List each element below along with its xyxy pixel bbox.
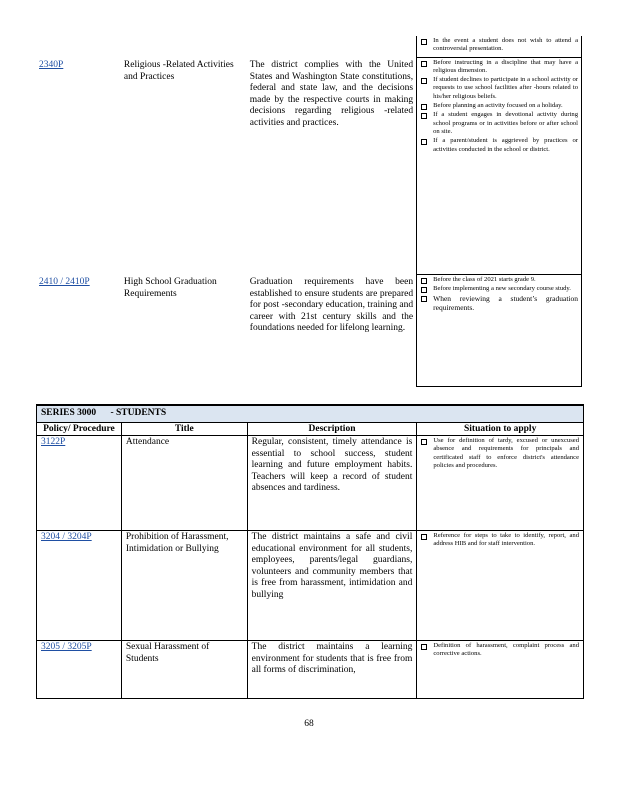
table-row — [37, 641, 584, 699]
situation-item: In the event a student does not wish to attend a controversial presentation. — [421, 37, 578, 54]
situation-item: Before implementing a new secondary course study. — [421, 285, 578, 293]
description-cell: Graduation requirements have been established to ensure students are prepared for post -secondary education, training and career with 21st century skills and the foundations needed for lifelong learning. — [249, 277, 414, 334]
policy-cell — [37, 641, 122, 699]
checkbox-bullet-icon — [421, 439, 427, 445]
situation-item: Before planning an activity focused on a holiday. — [421, 102, 578, 110]
table-row — [37, 531, 584, 641]
table-row — [36, 274, 582, 386]
checkbox-bullet-icon — [421, 61, 427, 67]
situation-item: Definition of harassment, complaint process and corrective actions. — [421, 642, 579, 659]
description-cell — [247, 36, 417, 57]
header-description: Description — [247, 422, 417, 436]
table-row — [36, 36, 582, 57]
table-row — [36, 57, 582, 274]
title-cell: Prohibition of Harassment, Intimidation or Bullying — [121, 531, 247, 641]
page-number: 68 — [304, 719, 314, 729]
checkbox-bullet-icon — [421, 39, 427, 45]
situation-item: Reference for steps to take to identify, report, and address HIB and for staff intervention. — [421, 532, 579, 549]
situation-item: When reviewing a student’s graduation requirements. — [421, 294, 578, 312]
header-title: Title — [121, 422, 247, 436]
checkbox-bullet-icon — [421, 644, 427, 650]
column-headers — [37, 422, 584, 436]
title-cell — [121, 36, 247, 57]
checkbox-bullet-icon — [421, 113, 427, 119]
situation-cell — [417, 274, 582, 386]
students-policy-table — [36, 404, 584, 699]
title-cell: Sexual Harassment of Students — [121, 641, 247, 699]
series-header — [37, 405, 584, 422]
situation-cell — [417, 36, 582, 57]
checkbox-bullet-icon — [421, 104, 427, 110]
description-cell: Regular, consistent, timely attendance is essential to school success, student learning and future employment habits. Teachers will keep a record of student absences and tardiness. — [247, 436, 417, 531]
title-cell: High School Graduation Requirements — [123, 277, 217, 299]
table-row — [37, 436, 584, 531]
situation-cell — [417, 436, 584, 531]
policy-link[interactable]: 2340P — [39, 60, 64, 71]
situation-cell — [417, 531, 584, 641]
series-title: SERIES 3000 - STUDENTS — [37, 405, 584, 422]
title-cell: Religious -Related Activities and Practices — [123, 60, 234, 82]
policy-table-continued — [36, 36, 582, 387]
description-cell: The district maintains a learning environment for students that is free from all forms of discrimination, — [247, 641, 417, 699]
policy-cell — [37, 436, 122, 531]
policy-link[interactable]: 3205 / 3205P — [41, 642, 92, 652]
situation-item: If student declines to participate in a school activity or requests to use school facilities after -hours related to his/her religious beliefs. — [421, 76, 578, 101]
policy-link[interactable]: 2410 / 2410P — [39, 277, 90, 288]
situation-item: Before the class of 2021 starts grade 9. — [421, 276, 578, 284]
situation-cell — [417, 641, 584, 699]
description-cell: The district maintains a safe and civil educational environment for all students, employees, parents/legal guardians, volunteers and community members that is free from harassment, intimidation and bullying — [247, 531, 417, 641]
header-situation: Situation to apply — [417, 422, 584, 436]
checkbox-bullet-icon — [421, 534, 427, 540]
situation-item: Before instructing in a discipline that may have a religious dimension. — [421, 59, 578, 76]
policy-link[interactable]: 3204 / 3204P — [41, 532, 92, 542]
situation-item: If a student engages in devotional activity during school programs or in activities before or after school on site. — [421, 111, 578, 136]
policy-cell — [36, 36, 121, 57]
title-cell: Attendance — [121, 436, 247, 531]
situation-item: Use for definition of tardy, excused or unexcused absence and requirements for principals and certificated staff to enforce district's attendance policies and procedures. — [421, 437, 579, 470]
checkbox-bullet-icon — [421, 287, 427, 293]
policy-cell — [36, 57, 121, 274]
header-policy: Policy/ Procedure — [37, 422, 122, 436]
description-cell: The district complies with the United States and Washington State constitutions, federal and state law, and the decisions made by the respective courts in making decisions regarding religious -related activities and practices. — [249, 60, 414, 128]
checkbox-bullet-icon — [421, 78, 427, 84]
policy-cell — [36, 274, 121, 386]
policy-cell — [37, 531, 122, 641]
situation-cell — [417, 57, 582, 274]
checkbox-bullet-icon — [421, 278, 427, 284]
checkbox-bullet-icon — [421, 139, 427, 145]
situation-item: If a parent/student is aggrieved by practices or activities conducted in the school or district. — [421, 137, 578, 154]
policy-link[interactable]: 3122P — [41, 437, 66, 447]
checkbox-bullet-icon — [421, 296, 427, 302]
